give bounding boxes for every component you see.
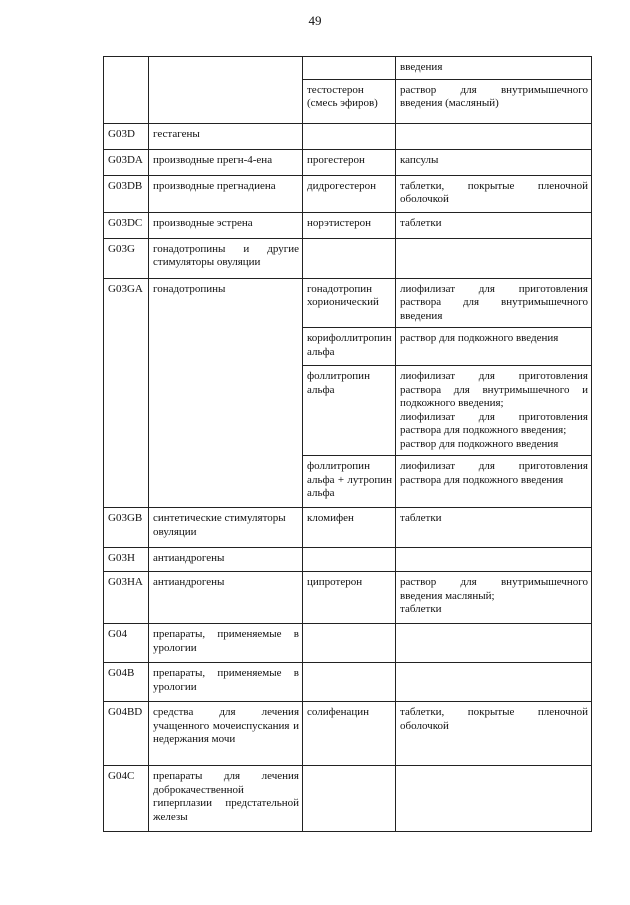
- atc-code-cell: G04C: [104, 766, 149, 832]
- dosage-form-cell: [396, 149, 592, 175]
- dosage-form-line: лиофилизат для приготовления раствора для внутримышечного введения: [400, 282, 588, 322]
- inn-cell: [303, 663, 396, 702]
- dosage-form-line: раствор для подкожного введения: [400, 332, 559, 344]
- atc-code-cell: G03GB: [104, 508, 149, 548]
- atc-code-cell: G03D: [104, 123, 149, 149]
- dosage-form-line: таблетки: [400, 216, 442, 229]
- dosage-form-cell: [396, 572, 592, 624]
- dosage-form-cell: [396, 366, 592, 456]
- group-name-cell: препараты для лечения доброкачественной гиперплазии предстательной железы: [149, 766, 303, 832]
- table-row: [104, 508, 592, 548]
- group-name-cell: синтетические стимуляторы овуляции: [149, 508, 303, 548]
- atc-code-cell: G04B: [104, 663, 149, 702]
- dosage-form-line: капсулы: [400, 153, 439, 166]
- group-name-cell: антиандрогены: [149, 572, 303, 624]
- dosage-form-line: таблетки: [400, 603, 442, 615]
- dosage-form-line: таблетки, покрытые пленочной оболочкой: [400, 179, 588, 205]
- dosage-form-line: раствор для внутримышечного введения масляный;: [400, 576, 588, 602]
- dosage-form-line: таблетки: [400, 512, 442, 524]
- table-row: [104, 766, 592, 832]
- dosage-form-line: раствор для внутримышечного введения (масляный): [400, 83, 588, 109]
- atc-code-cell: G03HA: [104, 572, 149, 624]
- group-name-cell: препараты, применяемые в урологии: [149, 624, 303, 663]
- dosage-form-cell: [396, 663, 592, 702]
- dosage-form-cell: [396, 456, 592, 508]
- dosage-form-cell: [396, 123, 592, 149]
- inn-cell: гонадотропин хорионический: [303, 278, 396, 328]
- dosage-form-line: лиофилизат для приготовления раствора для подкожного введения: [400, 460, 588, 486]
- inn-cell: норэтистерон: [303, 212, 396, 238]
- group-name-cell: [149, 57, 303, 124]
- group-name-cell: гонадотропины и другие стимуляторы овуляции: [149, 238, 303, 278]
- inn-cell: [303, 624, 396, 663]
- inn-cell: солифенацин: [303, 702, 396, 766]
- dosage-form-cell: [396, 278, 592, 328]
- inn-cell: [303, 238, 396, 278]
- dosage-form-cell: [396, 766, 592, 832]
- inn-cell: фоллитропин альфа: [303, 366, 396, 456]
- table-row: [104, 149, 592, 175]
- dosage-form-cell: [396, 702, 592, 766]
- group-name-cell: гестагены: [149, 123, 303, 149]
- inn-cell: корифоллитропин альфа: [303, 328, 396, 366]
- dosage-form-cell: [396, 624, 592, 663]
- table-row: [104, 212, 592, 238]
- page-number: 49: [308, 13, 322, 28]
- atc-code-cell: G03DA: [104, 149, 149, 175]
- atc-code-cell: G03G: [104, 238, 149, 278]
- inn-cell: фоллитропин альфа + лутропин альфа: [303, 456, 396, 508]
- dosage-form-cell: [396, 57, 592, 80]
- dosage-form-cell: [396, 548, 592, 572]
- atc-code-cell: G03H: [104, 548, 149, 572]
- inn-cell: [303, 548, 396, 572]
- dosage-form-line: лиофилизат для приготовления раствора для внутримышечного и подкожного введения;: [400, 370, 588, 409]
- table-row: [104, 663, 592, 702]
- inn-cell: [303, 123, 396, 149]
- group-name-cell: гонадотропины: [149, 278, 303, 508]
- inn-cell: тестостерон (смесь эфиров): [303, 79, 396, 123]
- group-name-cell: производные эстрена: [149, 212, 303, 238]
- dosage-form-line: лиофилизат для приготовления раствора для подкожного введения;: [400, 410, 588, 436]
- dosage-form-line: введения: [400, 61, 443, 73]
- table-row: [104, 702, 592, 766]
- dosage-form-cell: [396, 79, 592, 123]
- group-name-cell: антиандрогены: [149, 548, 303, 572]
- atc-code-cell: G04BD: [104, 702, 149, 766]
- atc-code-cell: G03DC: [104, 212, 149, 238]
- inn-cell: [303, 57, 396, 80]
- table-row: [104, 278, 592, 328]
- drug-table: [103, 56, 592, 832]
- dosage-form-line: раствор для подкожного введения: [400, 437, 559, 450]
- group-name-cell: производные прегн-4-ена: [149, 149, 303, 175]
- group-name-cell: производные прегнадиена: [149, 175, 303, 212]
- dosage-form-line: таблетки, покрытые пленочной оболочкой: [400, 706, 588, 732]
- atc-code-cell: G04: [104, 624, 149, 663]
- atc-code-cell: G03GA: [104, 278, 149, 508]
- table-row: [104, 123, 592, 149]
- inn-cell: дидрогестерон: [303, 175, 396, 212]
- group-name-cell: средства для лечения учащенного мочеиспускания и недержания мочи: [149, 702, 303, 766]
- inn-cell: [303, 766, 396, 832]
- table-row: [104, 624, 592, 663]
- dosage-form-cell: [396, 212, 592, 238]
- group-name-cell: препараты, применяемые в урологии: [149, 663, 303, 702]
- inn-cell: прогестерон: [303, 149, 396, 175]
- dosage-form-cell: [396, 328, 592, 366]
- dosage-form-cell: [396, 238, 592, 278]
- table-row: [104, 572, 592, 624]
- table-row: [104, 238, 592, 278]
- atc-code-cell: G03DB: [104, 175, 149, 212]
- table-row: [104, 57, 592, 80]
- inn-cell: ципротерон: [303, 572, 396, 624]
- dosage-form-cell: [396, 508, 592, 548]
- table-row: [104, 175, 592, 212]
- inn-cell: кломифен: [303, 508, 396, 548]
- table-row: [104, 548, 592, 572]
- dosage-form-cell: [396, 175, 592, 212]
- atc-code-cell: [104, 57, 149, 124]
